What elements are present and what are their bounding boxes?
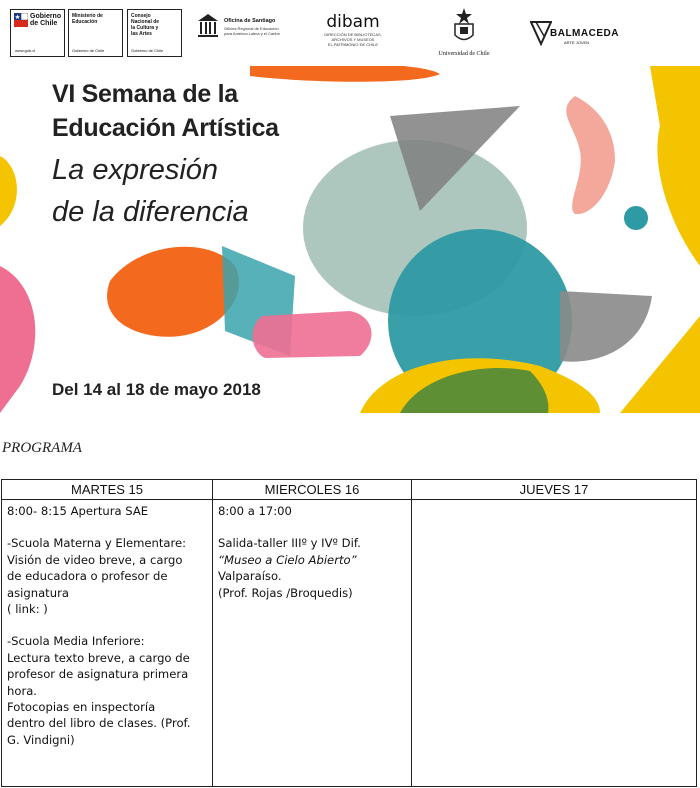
martes-line: -Scuola Materna y Elementare: [7,536,187,551]
pink-pill [253,311,372,358]
miercoles-time: 8:00 a 17:00 [218,504,292,518]
cell-jueves [412,500,697,787]
unesco-temple-icon [196,12,220,46]
gobierno-url: www.gob.cl [15,48,36,53]
dibam-logo [322,8,384,58]
schedule-table [1,479,697,787]
miercoles-line: (Prof. Rojas /Broquedis) [218,585,353,600]
banner-subtitle-line1: La expresión [52,154,219,186]
ministerio-educacion-logo [68,9,123,57]
unesco-title: Oficina de Santiago [224,18,276,24]
unesco-subtitle: Oficina Regional de Educación para América Latina y el Caribe [224,26,280,36]
gray-quarter-shape [560,291,652,362]
martes-line: de educadora o profesor de [7,569,168,584]
orange-top-stroke [250,66,440,82]
schedule-body-row [2,500,697,787]
miercoles-line: Valparaíso. [218,569,282,584]
schedule-header-row [2,480,697,500]
miercoles-line: Salida-taller IIIº y IVº Dif. [218,536,361,551]
balmaceda-subtitle: ARTE JOVEN [564,40,590,45]
banner-dates: Del 14 al 18 de mayo 2018 [52,380,261,399]
balmaceda-title: BALMACEDA [550,28,619,39]
dibam-sub3: EL PATRIMONIO DE CHILE [327,42,379,47]
ministerio-line1: Ministerio de [72,13,103,19]
uchile-title: Universidad de Chile [438,51,490,57]
yellow-left-shape [0,156,17,226]
martes-apertura: 8:00- 8:15 Apertura SAE [7,504,149,518]
header-martes: MARTES 15 [2,480,213,500]
martes-line: Lectura texto breve, a cargo de [7,650,190,665]
banner-title-line2: Educación Artística [52,114,279,142]
martes-line: asignatura [7,585,69,600]
gobierno-de-chile-logo [10,9,65,57]
martes-line: dentro del libro de clases. (Prof. [7,716,191,731]
banner-title-line1: VI Semana de la [52,80,238,108]
cell-martes [2,500,213,787]
miercoles-museum-title: “Museo a Cielo Abierto” [218,552,357,567]
gobierno-line2: de Chile [30,20,58,27]
event-banner [0,66,700,413]
universidad-de-chile-logo [438,8,490,58]
martes-link: ( link: ) [7,602,48,617]
ministerio-footer: Gobierno de Chile [72,48,105,53]
consejo-line4: las Artes [131,31,152,37]
consejo-line2: Nacional de [131,19,160,25]
martes-line: -Scuola Media Inferiore: [7,634,145,649]
martes-line: profesor de asignatura primera [7,667,189,682]
teal-small-dot [624,206,648,230]
header-jueves: JUEVES 17 [412,480,697,500]
martes-line: hora. [7,683,37,698]
gobierno-shield-icon [14,13,28,27]
logo-strip [0,0,700,66]
pink-top-right-stroke [566,96,615,214]
header-miercoles: MIERCOLES 16 [213,480,412,500]
uchile-emblem-icon [449,8,479,44]
ministerio-line2: Educación [72,19,98,25]
consejo-cultura-logo [127,9,182,57]
unesco-logo [196,8,278,58]
pink-left-shape [0,266,35,413]
gobierno-line1: Gobierno [30,13,62,20]
martes-line: G. Vindigni) [7,732,75,747]
martes-line: Fotocopias en inspectoría [7,700,156,715]
consejo-line1: Consejo [131,13,151,19]
martes-line: Visión de video breve, a cargo [7,552,183,567]
consejo-line3: la Cultura y [131,25,159,31]
yellow-top-right-shape [650,66,700,266]
dibam-title: dibam [326,12,380,32]
orange-blob [107,247,239,337]
consejo-footer: Gobierno de Chile [131,48,164,53]
banner-subtitle-line2: de la diferencia [52,196,249,228]
balmaceda-mark-icon [530,20,552,46]
balmaceda-logo [530,8,620,58]
cell-miercoles [213,500,412,787]
dibam-sub1: DIRECCIÓN DE BIBLIOTECAS, [324,32,382,37]
programa-heading: PROGRAMA [2,440,82,456]
dibam-sub2: ARCHIVOS Y MUSEOS [331,37,375,42]
